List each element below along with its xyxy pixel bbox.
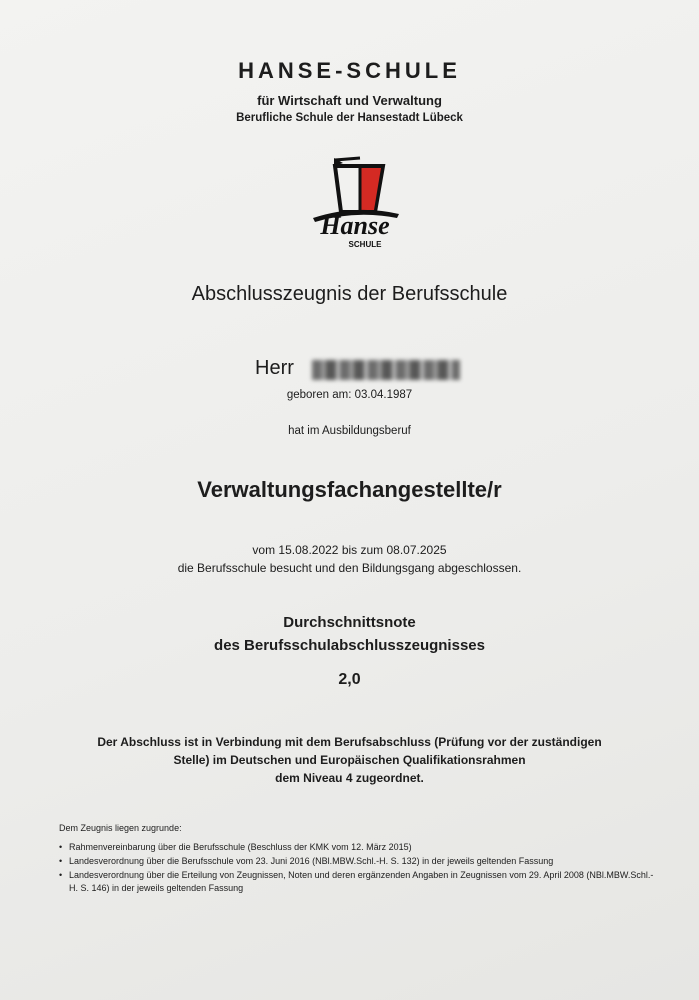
- training-intro: hat im Ausbildungsberuf: [288, 425, 411, 437]
- legal-basis-title: Dem Zeugnis liegen zugrunde:: [59, 823, 182, 833]
- birth-date-line: [0, 389, 699, 401]
- average-grade-value: 2,0: [338, 671, 361, 688]
- legal-basis-item: • Rahmenvereinbarung über die Berufsschule (Beschluss der KMK vom 12. März 2015): [59, 841, 659, 854]
- certificate-title: Abschlusszeugnis der Berufsschule: [191, 283, 508, 305]
- school-name: HANSE-SCHULE: [238, 58, 461, 83]
- birth-date: 03.04.1987: [354, 389, 413, 401]
- school-subtitle: für Wirtschaft und Verwaltung: [257, 93, 442, 108]
- completion-statement: die Berufsschule besucht und den Bildungsgang abgeschlossen.: [177, 561, 522, 575]
- redacted-name: [312, 360, 460, 380]
- school-description: Berufliche Schule der Hansestadt Lübeck: [236, 112, 463, 124]
- legal-basis-item: • Landesverordnung über die Berufsschule vom 23. Juni 2016 (NBl.MBW.Schl.-H. S. 132) in der jeweils geltenden Fassung: [59, 855, 659, 868]
- logo-wordmark: Hanse: [320, 211, 390, 240]
- profession-title: Verwaltungsfachangestellte/r: [197, 477, 502, 502]
- salutation: Herr: [255, 357, 294, 379]
- hanse-schule-logo: [305, 154, 405, 250]
- qualification-statement-1: Der Abschluss ist in Verbindung mit dem Berufsabschluss (Prüfung vor der zuständigen: [97, 735, 602, 749]
- qualification-statement-2: Stelle) im Deutschen und Europäischen Qualifikationsrahmen: [173, 753, 526, 767]
- logo-subtext: SCHULE: [348, 240, 382, 249]
- qualification-statement-3: dem Niveau 4 zugeordnet.: [275, 771, 424, 785]
- legal-basis-list: [59, 841, 659, 896]
- training-period: vom 15.08.2022 bis zum 08.07.2025: [252, 543, 447, 557]
- legal-basis-item: • Landesverordnung über die Erteilung von Zeugnissen, Noten und deren ergänzenden Angaben in Zeugnissen vom 29. April 2008 (NBl.MBW.Schl.-H. S. 146) in der jeweils geltenden Fassung: [59, 869, 659, 895]
- birth-label: geboren am:: [286, 389, 352, 401]
- recipient-name-row: [255, 357, 294, 383]
- average-grade-label: Durchschnittsnote: [283, 614, 416, 631]
- average-grade-label-2: des Berufsschulabschlusszeugnisses: [214, 637, 485, 654]
